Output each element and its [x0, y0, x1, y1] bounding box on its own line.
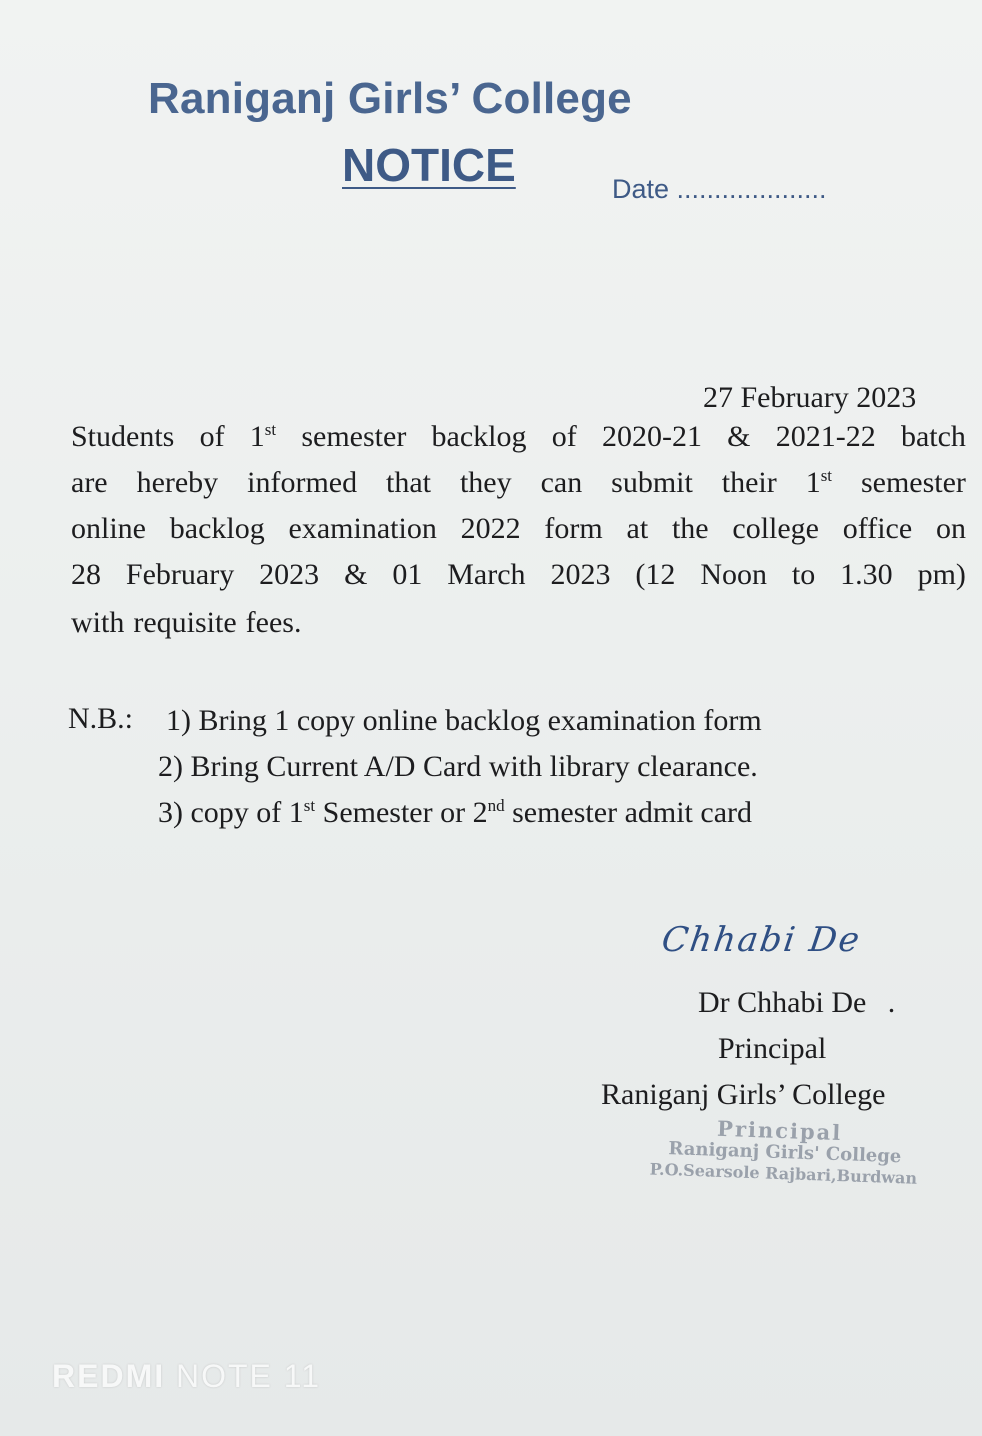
office-stamp	[639, 1113, 922, 1213]
body-line	[71, 466, 966, 500]
body-word: 2023	[259, 558, 320, 591]
body-word: backlog	[431, 420, 527, 453]
body-word: office	[842, 512, 913, 545]
body-word: college	[732, 512, 819, 545]
body-word: 2021-22	[775, 420, 876, 453]
body-word: form	[544, 512, 603, 545]
college-name-heading: Raniganj Girls’ College	[148, 74, 632, 123]
watermark-model: NOTE 11	[176, 1358, 321, 1394]
body-word: their	[721, 466, 777, 499]
body-line	[71, 512, 966, 546]
body-word: they	[459, 466, 512, 499]
nb-item-3-mid: Semester or 2	[315, 796, 488, 829]
body-word: February	[125, 558, 235, 591]
body-word: 01	[392, 558, 423, 591]
body-line	[71, 420, 966, 454]
body-word: semester	[860, 466, 966, 499]
body-word: (12	[635, 558, 676, 591]
signatory-designation: Principal	[718, 1032, 827, 1065]
body-word: 2023	[550, 558, 611, 591]
body-word: backlog	[169, 512, 265, 545]
notice-body	[71, 420, 966, 660]
body-line	[71, 606, 966, 640]
nb-item-3-sup1: st	[303, 796, 316, 815]
signatory-name	[698, 986, 895, 1020]
nb-label: N.B.:	[68, 702, 134, 735]
nb-item-3-post: semester admit card	[504, 796, 753, 829]
stamp-line-1: Principal	[716, 1115, 843, 1146]
body-word: with	[71, 606, 125, 639]
body-word: online	[71, 512, 146, 545]
body-word: Noon	[700, 558, 767, 591]
body-word: the	[671, 512, 709, 545]
body-word: submit	[611, 466, 693, 499]
handwritten-signature: Chhabi De	[659, 920, 864, 960]
nb-item-1: 1) Bring 1 copy online backlog examination form	[166, 704, 762, 737]
body-word: on	[935, 512, 966, 545]
body-word: are	[71, 466, 108, 499]
body-word: of	[551, 420, 577, 453]
body-word: requisite	[133, 606, 237, 639]
body-word: 2022	[460, 512, 521, 545]
body-word: 1st	[805, 466, 833, 499]
body-word: semester	[301, 420, 407, 453]
nb-item-3-sup2: nd	[487, 796, 505, 815]
signatory-name-text: Dr Chhabi De	[698, 986, 867, 1019]
nb-item-3	[158, 796, 752, 830]
nb-item-3-pre: 3) copy of 1	[158, 796, 304, 829]
body-word: to	[791, 558, 816, 591]
body-word: that	[386, 466, 432, 499]
notice-heading: NOTICE	[342, 139, 516, 191]
body-word: of	[199, 420, 225, 453]
body-word: can	[540, 466, 583, 499]
body-word: Students	[71, 420, 175, 453]
date-field-label: Date ....................	[612, 174, 827, 204]
body-word: hereby	[136, 466, 219, 499]
body-word: 28	[71, 558, 101, 591]
stamp-line-3: P.O.Searsole Rajbari,Burdwan	[649, 1159, 918, 1188]
body-word: fees.	[245, 606, 302, 639]
camera-watermark	[52, 1358, 321, 1395]
body-word: March	[447, 558, 526, 591]
body-word: 1st	[249, 420, 277, 453]
nb-item-2: 2) Bring Current A/D Card with library clearance.	[158, 750, 758, 783]
body-word: pm)	[917, 558, 966, 591]
body-word: 2020-21	[601, 420, 702, 453]
body-line	[71, 558, 966, 592]
stamp-line-2: Raniganj Girls' College	[668, 1138, 902, 1168]
watermark-brand: REDMI	[52, 1358, 166, 1394]
body-word: &	[344, 558, 368, 591]
signatory-mark: .	[887, 986, 896, 1019]
body-word: examination	[288, 512, 437, 545]
body-word: at	[626, 512, 649, 545]
body-word: &	[727, 420, 751, 453]
body-word: informed	[247, 466, 358, 499]
body-word: batch	[900, 420, 966, 453]
signatory-institution: Raniganj Girls’ College	[601, 1078, 886, 1111]
body-word: 1.30	[840, 558, 893, 591]
notice-date: 27 February 2023	[703, 381, 917, 414]
